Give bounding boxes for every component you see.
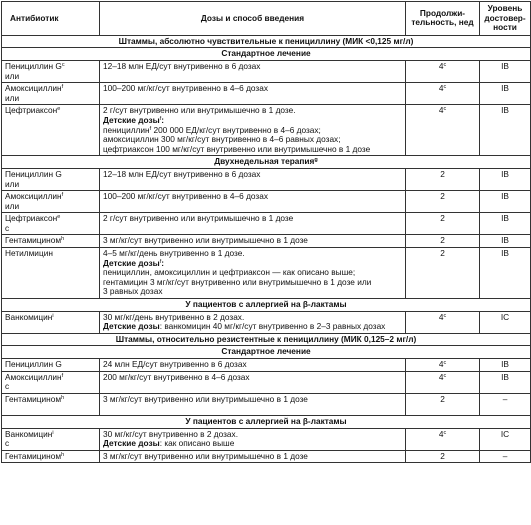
section-resistant: Штаммы, относительно резистентные к пенициллину (МИК 0,125–2 мг/л) bbox=[2, 333, 531, 346]
dose-cell: 12–18 млн ЕД/сут внутривенно в 6 дозах bbox=[100, 168, 406, 190]
drug-name: Цефтриаксон bbox=[5, 213, 58, 224]
dose-cell: 100–200 мг/кг/сут внутривенно в 4–6 дозах bbox=[100, 191, 406, 213]
level-cell: IB bbox=[480, 248, 531, 299]
drug-connector: или bbox=[5, 70, 20, 81]
duration-value: 4 bbox=[438, 371, 444, 382]
drug-name: Цефтриаксон bbox=[5, 105, 58, 116]
section-row bbox=[2, 35, 531, 48]
dose-line: : как описано выше bbox=[159, 438, 235, 449]
drug-name: Пенициллин G bbox=[5, 60, 62, 71]
subsection-row bbox=[2, 415, 531, 428]
level-cell: IB bbox=[480, 191, 531, 213]
drug-cell bbox=[2, 428, 100, 450]
pediatric-label: Детские дозы bbox=[103, 321, 160, 332]
drug-connector: или bbox=[5, 92, 20, 103]
subsection-row bbox=[2, 299, 531, 312]
drug-name: Пенициллин G bbox=[5, 168, 62, 179]
subsection-row bbox=[2, 156, 531, 169]
section-susceptible: Штаммы, абсолютно чувствительные к пенициллину (МИК <0,125 мг/л) bbox=[2, 35, 531, 48]
dose-line: цефтриаксон 100 мг/кг/сут внутривенно или внутримышечно в 1 дозе bbox=[103, 143, 371, 154]
level-cell: IB bbox=[480, 359, 531, 372]
level-cell: IB bbox=[480, 213, 531, 235]
drug-name: Нетилмицин bbox=[5, 248, 53, 259]
level-cell: IB bbox=[480, 168, 531, 190]
dose-line: 2 г/сут внутривенно или внутримышечно в 1 дозе. bbox=[103, 105, 296, 116]
footnote-mark: c bbox=[443, 84, 447, 91]
dose-line: 200 000 ЕД/кг/сут внутривенно в 4–6 дозах; bbox=[153, 124, 321, 135]
drug-cell bbox=[2, 450, 100, 463]
header-level: Уровень достовер-ности bbox=[480, 2, 531, 36]
drug-cell bbox=[2, 371, 100, 393]
drug-cell bbox=[2, 311, 100, 333]
table-row bbox=[2, 311, 531, 333]
duration-cell: 2 bbox=[406, 450, 480, 463]
table-row bbox=[2, 393, 531, 415]
dose-line: : ванкомицин 40 мг/кг/сут внутривенно в 2–3 равных дозах bbox=[159, 321, 386, 332]
footnote-mark: c bbox=[443, 372, 447, 379]
dose-cell: 2 г/сут внутривенно или внутримышечно в 1 дозе bbox=[100, 213, 406, 235]
dose-cell: 12–18 млн ЕД/сут внутривенно в 6 дозах bbox=[100, 60, 406, 82]
subsection-standard-2: Стандартное лечение bbox=[2, 346, 531, 359]
level-cell: IB bbox=[480, 371, 531, 393]
duration-cell: 2 bbox=[406, 213, 480, 235]
table-row bbox=[2, 428, 531, 450]
dose-line: амоксициллин 300 мг/кг/сут внутривенно в 4–6 равных дозах; bbox=[103, 134, 341, 145]
table-row bbox=[2, 60, 531, 82]
footnote-mark: h bbox=[61, 451, 65, 458]
footnote-mark: h bbox=[61, 236, 65, 243]
subsection-allergy-2: У пациентов с аллергией на β-лактамы bbox=[2, 415, 531, 428]
duration-cell: 2 bbox=[406, 191, 480, 213]
drug-cell bbox=[2, 213, 100, 235]
drug-connector: с bbox=[5, 222, 10, 233]
drug-cell bbox=[2, 393, 100, 415]
duration-cell bbox=[406, 105, 480, 156]
duration-cell: 2 bbox=[406, 235, 480, 248]
dose-cell: 3 мг/кг/сут внутривенно или внутримышечно в 1 дозе bbox=[100, 450, 406, 463]
drug-name: Амоксициллин bbox=[5, 191, 62, 202]
footnote-mark: i bbox=[52, 429, 54, 436]
drug-connector: или bbox=[5, 200, 20, 211]
table-row bbox=[2, 248, 531, 299]
duration-cell bbox=[406, 311, 480, 333]
dose-line: 30 мг/кг/день внутривенно в 2 дозах. bbox=[103, 311, 245, 322]
footnote-mark: c bbox=[443, 61, 447, 68]
dose-cell: 3 мг/кг/сут внутривенно или внутримышечно в 1 дозе bbox=[100, 235, 406, 248]
table-row bbox=[2, 191, 531, 213]
duration-cell bbox=[406, 359, 480, 372]
duration-cell bbox=[406, 60, 480, 82]
duration-cell bbox=[406, 371, 480, 393]
subsection-standard-1: Стандартное лечение bbox=[2, 48, 531, 61]
drug-cell bbox=[2, 60, 100, 82]
drug-name: Гентамицином bbox=[5, 235, 62, 246]
table-row bbox=[2, 235, 531, 248]
duration-cell: 2 bbox=[406, 248, 480, 299]
subsection-row bbox=[2, 48, 531, 61]
level-cell: IC bbox=[480, 311, 531, 333]
dose-cell: 4–5 мг/кг/день внутривенно в 1 дозе. Детские дозы$^f$: пенициллин, амоксициллин и цефтриаксон — как описано выше; гентамицин 3 мг/кг/сут внутривенно или внутримышечно в 1 дозе или 3 равных дозах bbox=[100, 248, 406, 299]
table-row bbox=[2, 450, 531, 463]
level-cell: IB bbox=[480, 83, 531, 105]
drug-cell bbox=[2, 105, 100, 156]
drug-name: Пенициллин G bbox=[5, 359, 62, 369]
dose-line: пенициллин bbox=[103, 124, 150, 135]
duration-value: 4 bbox=[438, 105, 444, 116]
subsection-two-week bbox=[2, 156, 531, 169]
drug-cell bbox=[2, 359, 100, 372]
dose-cell: 2 г/сут внутривенно или внутримышечно в 1 дозе. Детские дозы$^f$: пенициллин$^f$ 200 000 ЕД/кг/сут внутривенно в 4–6 дозах; амоксициллин 300 мг/кг/сут внутривенно в 4–6 равных дозах; цефтриаксон 100 мг/кг/сут внутривенно или внутримышечно в 1 дозе bbox=[100, 105, 406, 156]
dose-cell bbox=[100, 311, 406, 333]
footnote-mark: f bbox=[159, 258, 162, 265]
dose-cell: 3 мг/кг/сут внутривенно или внутримышечно в 1 дозе bbox=[100, 393, 406, 415]
table-row bbox=[2, 371, 531, 393]
level-cell: – bbox=[480, 450, 531, 463]
footnote-mark: f bbox=[61, 372, 64, 379]
header-dose: Дозы и способ введения bbox=[100, 2, 406, 36]
drug-connector: или bbox=[5, 178, 20, 189]
drug-name: Ванкомицин bbox=[5, 311, 53, 322]
level-cell: IB bbox=[480, 105, 531, 156]
footnote-mark: c bbox=[443, 312, 447, 319]
pediatric-label: Детские дозы bbox=[103, 257, 160, 268]
dose-line: 4–5 мг/кг/день внутривенно в 1 дозе. bbox=[103, 248, 245, 259]
footnote-mark: c bbox=[443, 106, 447, 113]
footnote-mark: e bbox=[57, 106, 61, 113]
footnote-mark: i bbox=[52, 312, 54, 319]
level-cell: – bbox=[480, 393, 531, 415]
duration-cell bbox=[406, 83, 480, 105]
footnote-mark: g bbox=[314, 157, 318, 164]
duration-cell: 2 bbox=[406, 168, 480, 190]
dose-line: пенициллин, амоксициллин и цефтриаксон — как описано выше; bbox=[103, 267, 356, 278]
antibiotic-table bbox=[1, 1, 531, 463]
level-cell: IB bbox=[480, 235, 531, 248]
footnote-mark: f bbox=[61, 84, 64, 91]
dose-cell: 100–200 мг/кг/сут внутривенно в 4–6 дозах bbox=[100, 83, 406, 105]
header-antibiotic: Антибиотик bbox=[2, 2, 100, 36]
table-row bbox=[2, 105, 531, 156]
footnote-mark: e bbox=[57, 214, 61, 221]
duration-cell: 2 bbox=[406, 393, 480, 415]
footnote-mark: f bbox=[61, 192, 64, 199]
duration-cell bbox=[406, 428, 480, 450]
dose-line: 30 мг/кг/сут внутривенно в 2 дозах. bbox=[103, 428, 238, 439]
duration-value: 4 bbox=[438, 83, 444, 94]
drug-name: Амоксициллин bbox=[5, 371, 62, 382]
drug-name: Гентамицином bbox=[5, 393, 62, 404]
footnote-mark: c bbox=[443, 429, 447, 436]
level-cell: IC bbox=[480, 428, 531, 450]
pediatric-label: Детские дозы bbox=[103, 438, 160, 449]
duration-value: 4 bbox=[438, 60, 444, 71]
drug-cell bbox=[2, 83, 100, 105]
subsection-allergy-1: У пациентов с аллергией на β-лактамы bbox=[2, 299, 531, 312]
duration-value: 4 bbox=[438, 311, 444, 322]
table-row bbox=[2, 213, 531, 235]
footnote-mark: f bbox=[159, 115, 162, 122]
duration-value: 4 bbox=[438, 359, 444, 369]
level-cell: IB bbox=[480, 60, 531, 82]
footnote-mark: f bbox=[149, 125, 152, 132]
drug-name: Ванкомицин bbox=[5, 428, 53, 439]
footnote-mark: c bbox=[61, 61, 65, 68]
duration-value: 4 bbox=[438, 428, 444, 439]
dose-line: 3 равных дозах bbox=[103, 286, 163, 297]
dose-line: гентамицин 3 мг/кг/сут внутривенно или внутримышечно в 1 дозе или bbox=[103, 276, 372, 287]
subsection-row bbox=[2, 346, 531, 359]
dose-cell: 24 млн ЕД/сут внутривенно в 6 дозах bbox=[100, 359, 406, 372]
section-row bbox=[2, 333, 531, 346]
table-row bbox=[2, 168, 531, 190]
drug-cell bbox=[2, 191, 100, 213]
table-row bbox=[2, 359, 531, 372]
table-row bbox=[2, 83, 531, 105]
drug-name: Гентамицином bbox=[5, 450, 62, 461]
dose-cell bbox=[100, 428, 406, 450]
header-row bbox=[2, 2, 531, 36]
footnote-mark: h bbox=[61, 394, 65, 401]
header-duration: Продолжи-тельность, нед bbox=[406, 2, 480, 36]
footnote-mark: c bbox=[443, 360, 447, 366]
pediatric-label: Детские дозы bbox=[103, 114, 160, 125]
subsection-label: Двухнедельная терапия bbox=[214, 156, 315, 167]
drug-connector: с bbox=[5, 381, 10, 392]
drug-cell bbox=[2, 168, 100, 190]
dose-cell: 200 мг/кг/сут внутривенно в 4–6 дозах bbox=[100, 371, 406, 393]
drug-cell bbox=[2, 248, 100, 299]
drug-connector: с bbox=[5, 438, 10, 449]
drug-cell bbox=[2, 235, 100, 248]
drug-name: Амоксициллин bbox=[5, 83, 62, 94]
